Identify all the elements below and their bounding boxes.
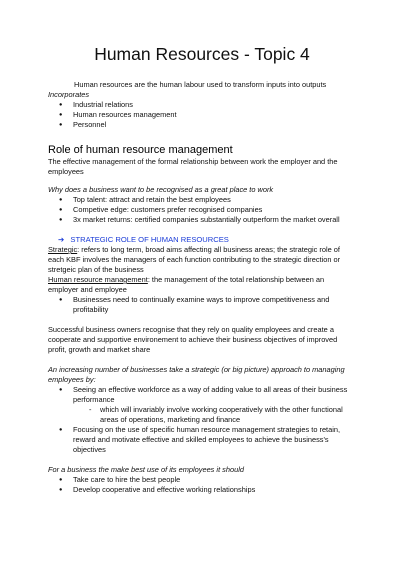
sub-list-item: - which will invariably involve working cooperatively with the other functional areas of operations, marketing and finance [48, 405, 356, 425]
arrow-right-icon: ➔ [58, 235, 65, 244]
strategic-definition [48, 245, 356, 275]
role-definition: The effective management of the formal relationship between work the employer and the employees [48, 157, 338, 176]
hrm-term: Human resource management [48, 275, 148, 284]
increasing-label: An increasing number of businesses take a strategic (or big picture) approach to managing employees by: [48, 365, 345, 384]
list-item: ● Seeing an effective workforce as a way of adding value to all areas of their business performance [48, 385, 356, 405]
strategic-heading [48, 235, 356, 245]
strategic-def: : refers to long term, broad aims affecting all business areas; the strategic role of each KBF involves the managers of each function contributing to the strategic direction or stretgeic plan of the business [48, 245, 341, 274]
list-item: ● Develop cooperative and effective working relationships [48, 485, 356, 495]
strategic-heading-text: STRATEGIC ROLE OF HUMAN RESOURCES [70, 235, 229, 244]
hrm-definition [48, 275, 356, 295]
best-use-label: For a business the make best use of its employees it should [48, 465, 244, 474]
list-item: ● 3x market returns: certified companies substantially outperform the market overall [48, 215, 356, 225]
list-item: ● Competive edge: customers prefer recognised companies [48, 205, 356, 215]
strategic-term: Strategic [48, 245, 78, 254]
list-item: ● Personnel [48, 120, 356, 130]
best-use-list [48, 475, 356, 495]
page-title: Human Resources - Topic 4 [94, 44, 310, 64]
successful-paragraph: Successful business owners recognise that they rely on quality employees and create a cooperate and supportive environement to achieve their business objectives of improved profit, growth and market share [48, 325, 338, 354]
why-list [48, 195, 356, 225]
incorporates-label: Incorporates [48, 90, 90, 99]
intro-text: Human resources are the human labour used to transform inputs into outputs [74, 80, 327, 89]
list-item: ● Top talent: attract and retain the best employees [48, 195, 356, 205]
list-item: ● Human resources management [48, 110, 356, 120]
list-item: ● Focusing on the use of specific human resource management strategies to retain, reward and motivate effective and skilled employees to achieve the business's objectives [48, 425, 356, 455]
list-item: ● Industrial relations [48, 100, 356, 110]
hrm-def: : the management of the total relationship between an employer and employee [48, 275, 325, 294]
approach-list [48, 385, 356, 455]
incorporates-list [48, 100, 356, 130]
role-heading: Role of human resource management [48, 144, 233, 156]
hrm-list [48, 295, 356, 315]
why-label: Why does a business want to be recognised as a great place to work [48, 185, 274, 194]
list-item: ● Take care to hire the best people [48, 475, 356, 485]
list-item: ● Businesses need to continually examine ways to improve competitiveness and profitability [48, 295, 356, 315]
